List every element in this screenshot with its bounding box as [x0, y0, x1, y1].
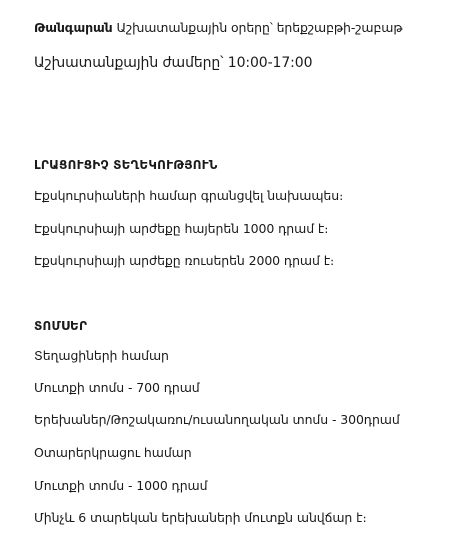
ticket-line: Մինչև 6 տարեկան երեխաների մուտքն անվճար է։ — [34, 510, 367, 525]
work-days-line — [34, 20, 403, 36]
tickets-heading: ՏՈՄՍԵՐ — [34, 319, 88, 333]
info-line: Էքսկուրսիաների համար գրանցվել նախապես։ — [34, 188, 344, 203]
info-heading: ԼՐԱՑՈՒՑԻՉ ՏԵՂԵԿՈՒԹՅՈՒՆ — [34, 158, 218, 172]
ticket-line: Օտարերկրացու համար — [34, 445, 192, 460]
info-line: Էքսկուրսիայի արժեքը հայերեն 1000 դրամ է։ — [34, 221, 329, 236]
work-days: Աշխատանքային օրերը՝ երեքշաբթի-շաբաթ — [116, 20, 403, 35]
museum-name: Թանգարան — [34, 20, 113, 35]
work-hours: Աշխատանքային ժամերը՝ 10:00-17:00 — [34, 55, 313, 71]
ticket-line: Մուտքի տոմս - 1000 դրամ — [34, 478, 208, 493]
ticket-line: Տեղացիների համար — [34, 348, 169, 363]
ticket-line: Մուտքի տոմս - 700 դրամ — [34, 380, 200, 395]
info-line: Էքսկուրսիայի արժեքը ռուսերեն 2000 դրամ է։ — [34, 253, 335, 268]
ticket-line: Երեխաներ/Թոշակառու/ուսանողական տոմս - 300դրամ — [34, 412, 400, 427]
